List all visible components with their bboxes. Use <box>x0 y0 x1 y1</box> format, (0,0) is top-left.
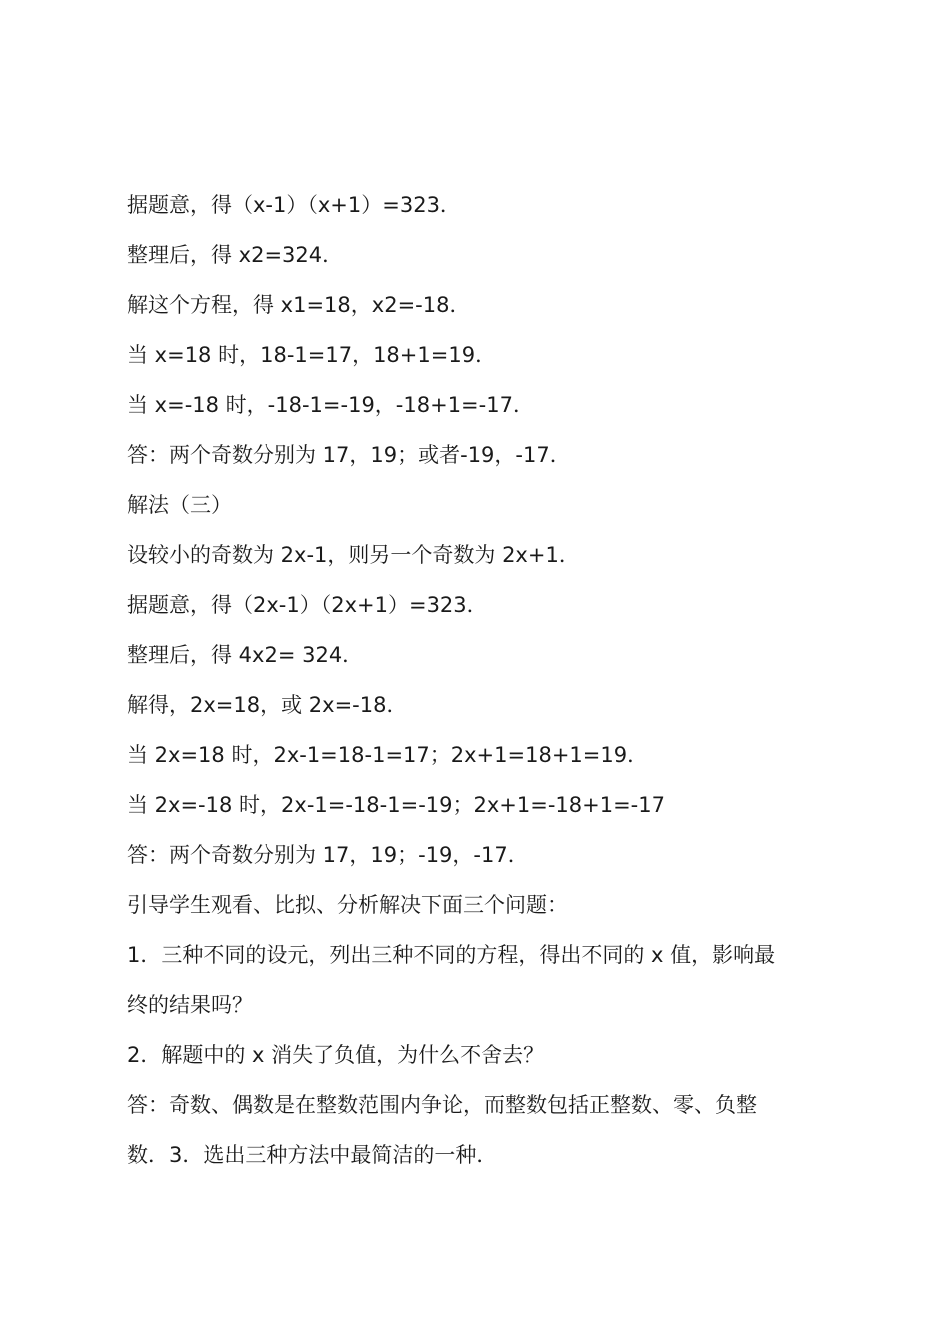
text-line: 整理后，得 4x2= 324． <box>127 643 364 667</box>
text-line: 答：两个奇数分别为 17，19；或者-19，-17． <box>127 443 571 467</box>
text-line: 据题意，得（2x-1）（2x+1）=323． <box>127 593 488 617</box>
question-2: 2．解题中的 x 消失了负值，为什么不舍去？ <box>127 1043 545 1067</box>
answer-line-1: 答：奇数、偶数是在整数范围内争论，而整数包括正整数、零、负整 <box>127 1093 757 1117</box>
text-line: 当 x=18 时，18-1=17，18+1=19． <box>127 343 497 367</box>
question-1-line-1: 1．三种不同的设元，列出三种不同的方程，得出不同的 x 值，影响最 <box>127 943 776 967</box>
answer-line-2: 数．3．选出三种方法中最简洁的一种． <box>127 1143 498 1167</box>
document-body <box>127 180 837 1180</box>
text-line: 据题意，得（x-1）（x+1）=323． <box>127 193 461 217</box>
text-line: 设较小的奇数为 2x-1，则另一个奇数为 2x+1． <box>127 543 580 567</box>
question-1-line-2: 终的结果吗？ <box>127 993 253 1017</box>
text-line: 引导学生观看、比拟、分析解决下面三个问题： <box>127 893 568 917</box>
text-line: 当 x=-18 时，-18-1=-19，-18+1=-17． <box>127 393 534 417</box>
text-line: 当 2x=18 时，2x-1=18-1=17；2x+1=18+1=19． <box>127 743 649 767</box>
text-line: 解得，2x=18，或 2x=-18． <box>127 693 408 717</box>
text-line: 解这个方程，得 x1=18，x2=-18． <box>127 293 471 317</box>
text-line: 整理后，得 x2=324． <box>127 243 344 267</box>
section-heading: 解法（三） <box>127 493 232 517</box>
text-line: 当 2x=-18 时，2x-1=-18-1=-19；2x+1=-18+1=-17 <box>127 793 665 817</box>
text-line: 答：两个奇数分别为 17，19；-19，-17． <box>127 843 529 867</box>
